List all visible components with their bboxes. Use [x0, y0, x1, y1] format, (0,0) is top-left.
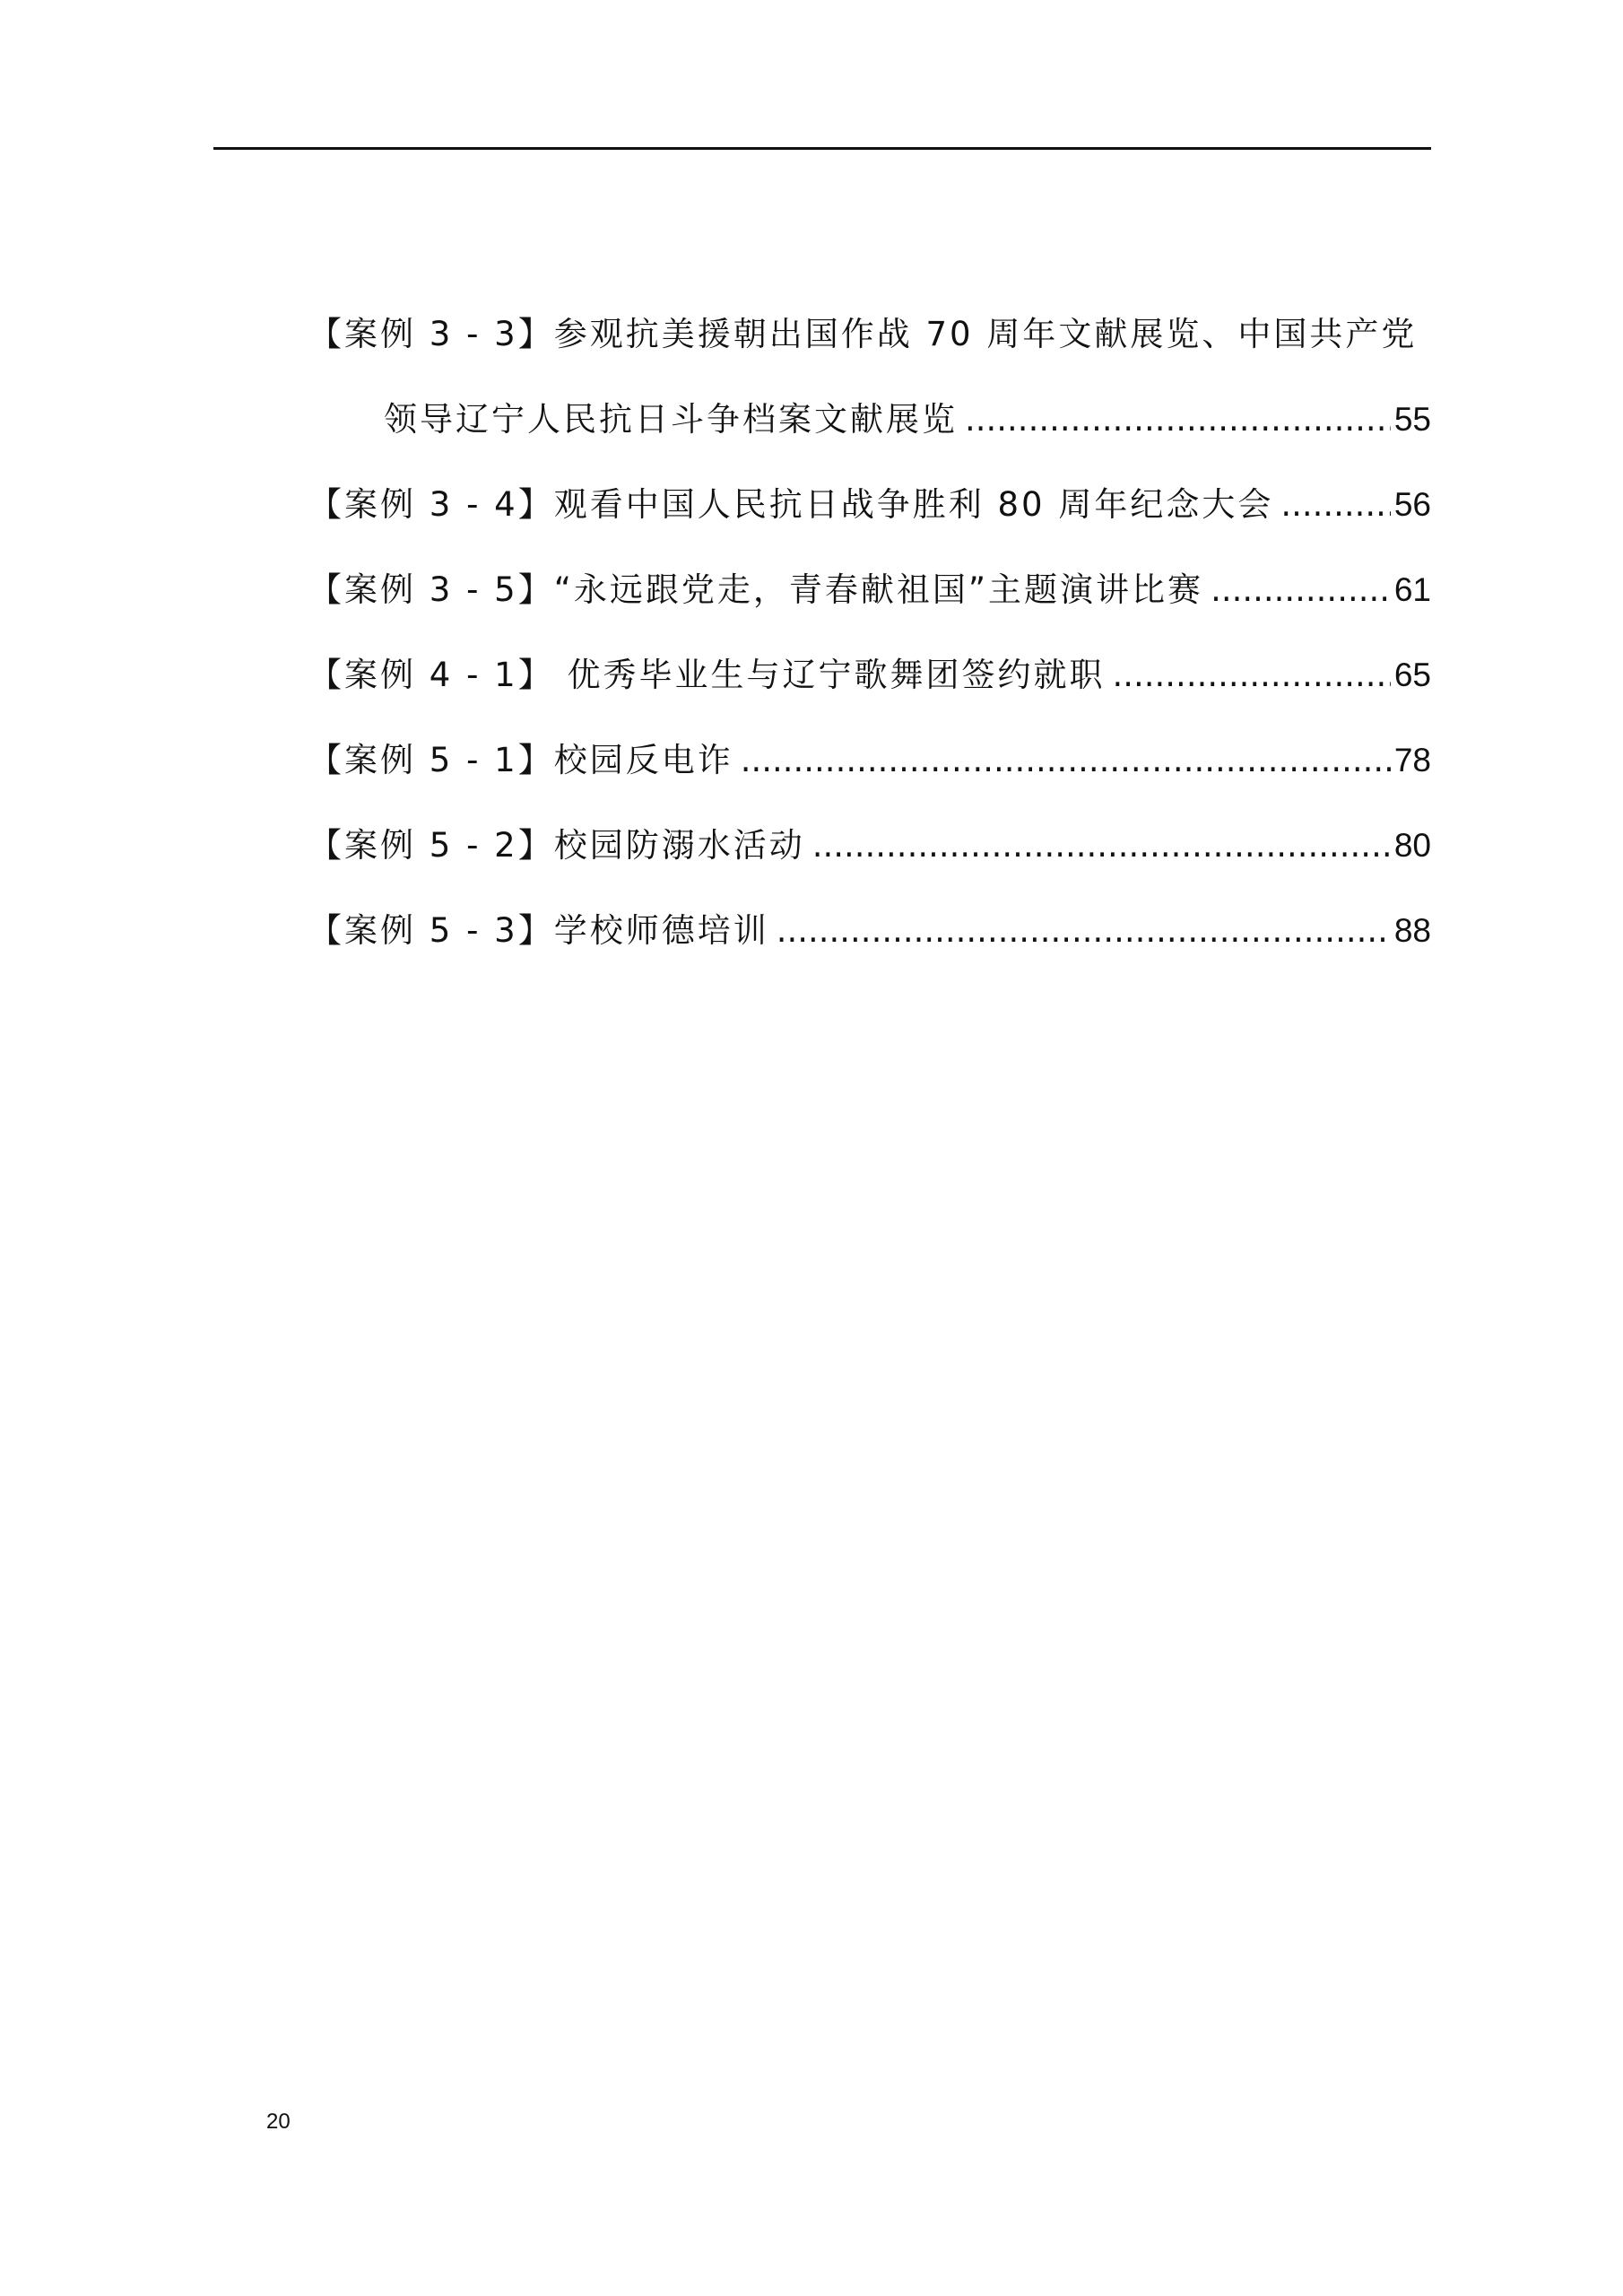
toc-leader-dots: [741, 718, 1391, 803]
toc-entry-title: 【案例 3 - 4】观看中国人民抗日战争胜利 80 周年纪念大会: [308, 485, 1274, 524]
toc-leader-dots: [777, 888, 1391, 973]
toc-entry-3-5[interactable]: [308, 547, 1431, 632]
toc-page-number: 80: [1393, 827, 1431, 864]
toc-leader-dots: [1211, 547, 1391, 632]
toc-entry-5-3[interactable]: [308, 888, 1431, 973]
toc-page-number: 65: [1393, 657, 1431, 693]
toc-entry-title: 【案例 4 - 1】 优秀毕业生与辽宁歌舞团签约就职: [308, 656, 1106, 694]
page-number: 20: [266, 2109, 291, 2134]
toc-entry-title: 【案例 5 - 1】校园反电诈: [308, 741, 733, 779]
toc-entry-title: 【案例 5 - 3】学校师德培训: [308, 911, 769, 950]
toc-entry-5-2[interactable]: [308, 803, 1431, 888]
toc-leader-dots: [1112, 632, 1390, 718]
header-rule: [213, 147, 1431, 150]
toc-entry-5-1[interactable]: [308, 718, 1431, 803]
toc-entry-title: 【案例 5 - 2】校园防溺水活动: [308, 826, 805, 865]
toc-entry-title-line1: 【案例 3 - 3】参观抗美援朝出国作战 70 周年文献展览、中国共产党: [308, 315, 1418, 353]
toc-entry-title: 领导辽宁人民抗日斗争档案文献展览: [384, 400, 958, 439]
table-of-contents: [308, 291, 1431, 973]
toc-page-number: 88: [1393, 912, 1431, 949]
toc-leader-dots: [812, 803, 1391, 888]
toc-page-number: 61: [1393, 571, 1431, 608]
toc-page-number: 56: [1393, 486, 1431, 523]
toc-entry-3-4[interactable]: [308, 462, 1431, 547]
toc-entry-3-3[interactable]: [308, 291, 1431, 462]
toc-page-number: 55: [1393, 401, 1431, 438]
toc-entry-title: 【案例 3 - 5】“永远跟党走，青春献祖国”主题演讲比赛: [308, 570, 1204, 609]
toc-leader-dots: [965, 377, 1391, 462]
toc-entry-4-1[interactable]: [308, 632, 1431, 718]
toc-leader-dots: [1280, 462, 1391, 547]
toc-page-number: 78: [1393, 742, 1431, 778]
